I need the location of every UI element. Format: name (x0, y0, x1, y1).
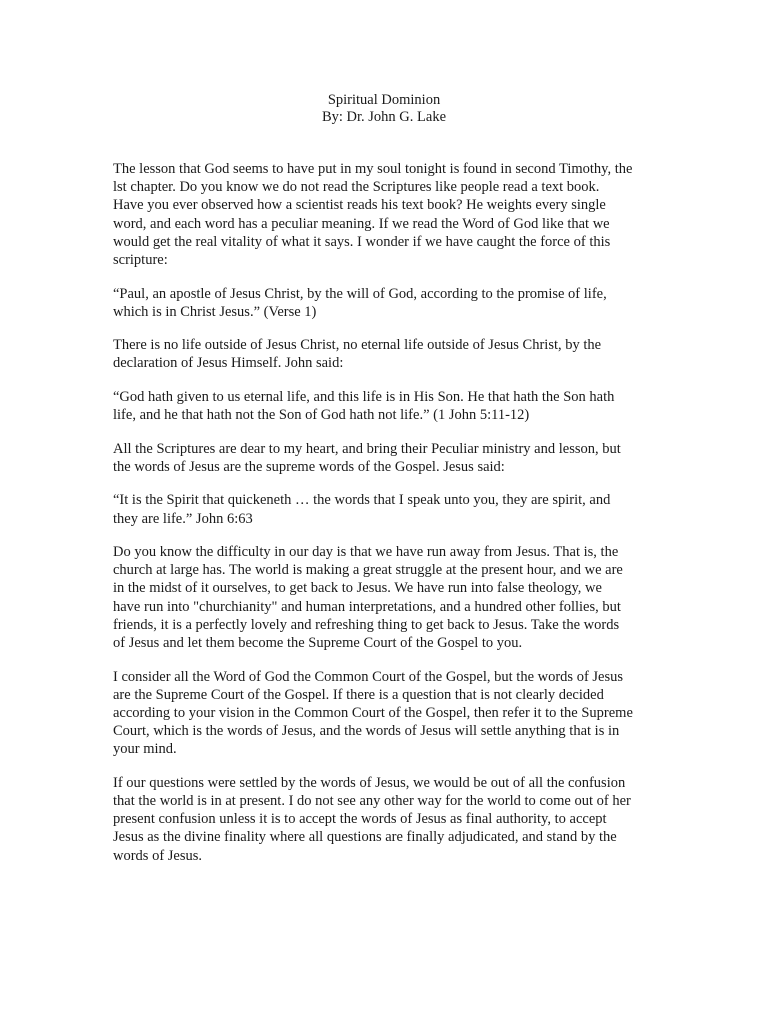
paragraph-line: scripture: (113, 252, 168, 269)
paragraph-line: “Paul, an apostle of Jesus Christ, by the will of God, according to the promise of life, (113, 285, 607, 302)
paragraph-line: The lesson that God seems to have put in my soul tonight is found in second Timothy, the (113, 161, 633, 177)
paragraph (113, 336, 673, 372)
document-author: By: Dr. John G. Lake (321, 109, 447, 125)
paragraph-line: life, and he that hath not the Son of God hath not life.” (1 John 5:11-12) (113, 407, 530, 424)
paragraph-line: friends, it is a perfectly lovely and refreshing thing to get back to Jesus. Take the words (113, 616, 620, 633)
paragraph-line: present confusion unless it is to accept the words of Jesus as final authority, to accept (113, 811, 607, 828)
paragraph-line: word, and each word has a peculiar meaning. If we read the Word of God like that we (113, 215, 610, 232)
title-block (0, 92, 768, 126)
paragraph-line: I consider all the Word of God the Common Court of the Gospel, but the words of Jesus (113, 668, 624, 685)
paragraph-line: have run into "churchianity" and human interpretations, and a hundred other follies, but (113, 598, 621, 615)
paragraph-line: words of Jesus. (113, 847, 203, 864)
paragraph-line: Jesus as the divine finality where all questions are finally adjudicated, and stand by the (113, 829, 617, 846)
paragraph-line: according to your vision in the Common Court of the Gospel, then refer it to the Supreme (113, 704, 633, 721)
paragraph-line: Court, which is the words of Jesus, and the words of Jesus will settle anything that is in (113, 723, 620, 740)
document-body (113, 160, 673, 880)
paragraph-line: would get the real vitality of what it says. I wonder if we have caught the force of this (113, 233, 611, 250)
paragraph-line: in the midst of it ourselves, to get back to Jesus. We have run into false theology, we (113, 580, 602, 597)
paragraph-line: If our questions were settled by the words of Jesus, we would be out of all the confusion (113, 774, 626, 791)
paragraph-line: All the Scriptures are dear to my heart, and bring their Peculiar ministry and lesson, but (113, 440, 621, 457)
paragraph-line: “God hath given to us eternal life, and this life is in His Son. He that hath the Son hath (113, 388, 615, 405)
paragraph-line: declaration of Jesus Himself. John said: (113, 355, 344, 372)
paragraph (113, 388, 673, 424)
paragraph (113, 543, 673, 652)
paragraph-line: that the world is in at present. I do not see any other way for the world to come out of her (113, 793, 631, 810)
paragraph-line: are the Supreme Court of the Gospel. If there is a question that is not clearly decided (113, 686, 604, 703)
paragraph (113, 160, 673, 269)
paragraph (113, 774, 673, 865)
paragraph-line: the words of Jesus are the supreme words of the Gospel. Jesus said: (113, 458, 505, 475)
paragraph (113, 668, 673, 759)
paragraph-line: church at large has. The world is making a great struggle at the present hour, and we are (113, 562, 623, 579)
paragraph-line: which is in Christ Jesus.” (Verse 1) (113, 303, 317, 320)
paragraph-line: Do you know the difficulty in our day is that we have run away from Jesus. That is, the (113, 544, 619, 561)
paragraph (113, 491, 673, 527)
paragraph-line: Have you ever observed how a scientist reads his text book? He weights every single (113, 197, 606, 214)
paragraph (113, 440, 673, 476)
document-title: Spiritual Dominion (327, 92, 441, 108)
paragraph-line: There is no life outside of Jesus Christ, no eternal life outside of Jesus Christ, by the (113, 337, 602, 354)
paragraph-line: your mind. (113, 741, 177, 758)
paragraph (113, 285, 673, 321)
paragraph-line: lst chapter. Do you know we do not read the Scriptures like people read a text book. (113, 179, 600, 196)
paragraph-line: they are life.” John 6:63 (113, 510, 253, 527)
paragraph-line: “It is the Spirit that quickeneth … the words that I speak unto you, they are spirit, and (113, 492, 611, 509)
paragraph-line: of Jesus and let them become the Supreme Court of the Gospel to you. (113, 635, 523, 652)
